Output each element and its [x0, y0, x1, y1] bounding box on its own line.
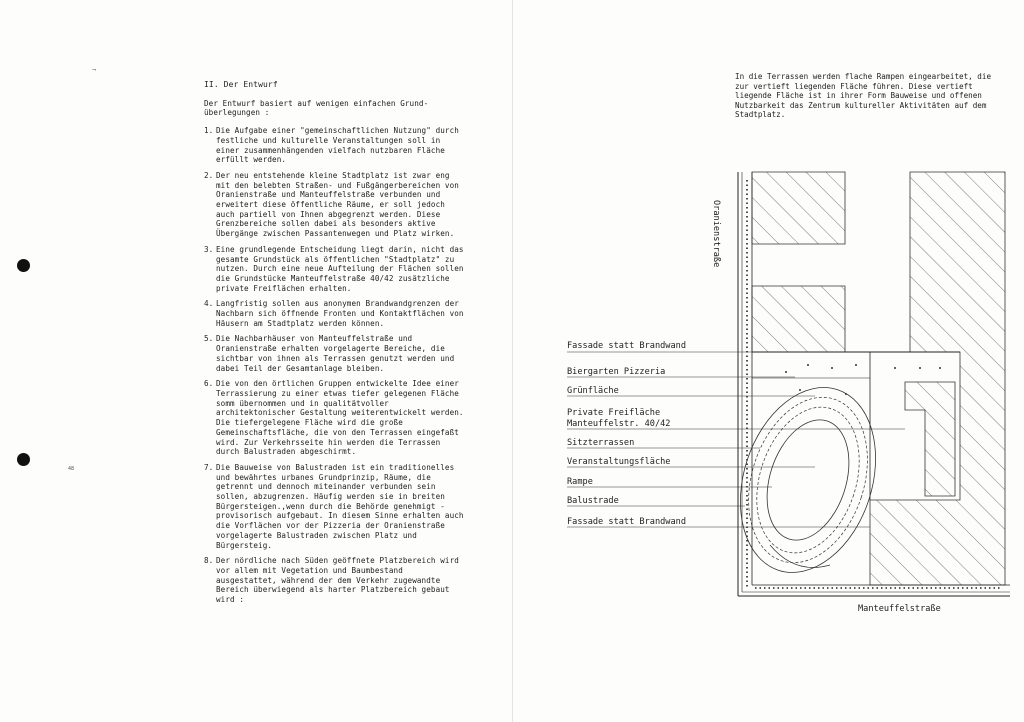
plan-label: Biergarten Pizzeria [567, 367, 666, 377]
item-text: Die von den örtlichen Gruppen entwickelte Idee einer Terrassierung zu einer etwas tiefer gelegenen Fläche somm übernommen und in qualitätvoller architektonischer Gestaltung weiterentwickelt werden. Die tiefergelegene Fläche wird die große Gemeinschaftsfläche, die von den Terrassen eingefaßt wird. Zur Verkehrsseite hin werden die Terrassen durch Balustraden abgeschirmt. [216, 379, 464, 457]
plan-label: Grünfläche [567, 386, 619, 396]
item-text: Der neu entstehende kleine Stadtplatz ist zwar eng mit den belebten Straßen- und Fußgängerbereichen von Oranienstraße und Manteuffelstraße verbunden und erweitert diese öffentliche Räume, er soll jedoch auch partiell von Ihnen abgegrenzt werden. Diese Grenzbereiche sollen dabei als besonders aktive Übergänge zwischen Passantenwegen und Platz wirken. [216, 170, 459, 239]
street-name-oranienstrasse: Oranienstraße [711, 200, 721, 268]
item-number: 3. [204, 244, 214, 254]
item-text: Eine grundlegende Entscheidung liegt darin, nicht das gesamte Grundstück als öffentlichen "Stadtplatz" zu nutzen. Durch eine neue Aufteilung der Flächen sollen die Grundstücke Manteuffelstraße 40/42 zusätzliche private Freiflächen erhalten. [216, 244, 464, 293]
building-hatch [752, 286, 845, 352]
event-area [753, 409, 864, 550]
item-number: 7. [204, 462, 214, 472]
right-page-text: In die Terrassen werden flache Rampen eingearbeitet, die zur vertieft liegenden Fläche führen. Diese vertieft liegende Fläche ist in ihrer Form Bauweise und offenen Nutzbarkeit das Zentrum kultureller Aktivitäten auf dem Stadtplatz. [735, 72, 992, 120]
section-heading: II. Der Entwurf [204, 80, 278, 89]
item-text: Die Aufgabe einer "gemeinschaftlichen Nutzung" durch festliche und kulturelle Veranstaltungen soll in einer zusammenhängenden vielfach nutzbaren Fläche erfüllt werden. [216, 126, 459, 165]
item-text: Die Nachbarhäuser von Manteuffelstraße und Oranienstraße erhalten vorgelagerte Bereiche, die sichtbar von ihnen als Terrassen genutzt werden und dabei Teil der Gesamtanlage bleiben. [216, 334, 455, 373]
street-name-manteuffelstrasse: Manteuffelstraße [858, 604, 941, 614]
building-hatch [870, 172, 1005, 585]
plan-label: Manteuffelstr. 40/42 [567, 419, 671, 429]
item-text: Langfristig sollen aus anonymen Brandwandgrenzen der Nachbarn sich öffnende Fronten und Kontaktflächen von Häusern am Stadtplatz werden können. [216, 299, 464, 328]
terrace-ring [739, 394, 877, 566]
item-number: 4. [204, 299, 214, 309]
item-text: Der nördliche nach Süden geöffnete Platzbereich wird vor allem mit Vegetation und Baumbestand ausgestattet, während der dem Verkehr zugewandte Bereich überwiegend als harter Platzbereich gebaut wird : [216, 556, 459, 605]
plan-label: Veranstaltungsfläche [567, 457, 671, 467]
item-number: 6. [204, 379, 214, 389]
plan-label: Sitzterrassen [567, 438, 635, 448]
item-number: 8. [204, 556, 214, 566]
intro-paragraph: Der Entwurf basiert auf wenigen einfachen Grund-überlegungen : [204, 98, 429, 118]
margin-number: 48 [68, 466, 75, 472]
plan-label: Fassade statt Brandwand [567, 517, 686, 527]
building-hatch [752, 172, 845, 244]
item-number: 5. [204, 334, 214, 344]
item-number: 1. [204, 126, 214, 136]
item-text: Die Bauweise von Balustraden ist ein traditionelles und bewährtes urbanes Grundprinzip, Räume, die getrennt und dennoch miteinander verbunden sein sollen, abzugrenzen. Häufig werden sie in breiten Bürgersteigen.,wenn durch die Behörde genehmigt - provisorisch aufgebaut. In diesem Sinne erhalten auch die Vorflächen vor der Pizzeria der Oranienstraße vorgelagerte Balustraden zwischen Platz und Bürgersteig. [216, 462, 464, 550]
item-number: 2. [204, 170, 214, 180]
building-hatch [905, 382, 955, 496]
plan-label: Rampe [567, 477, 593, 487]
stray-mark: ¬ [92, 66, 97, 74]
plan-label: Balustrade [567, 496, 619, 506]
plan-label: Private Freifläche [567, 408, 661, 418]
plan-label: Fassade statt Brandwand [567, 341, 686, 351]
